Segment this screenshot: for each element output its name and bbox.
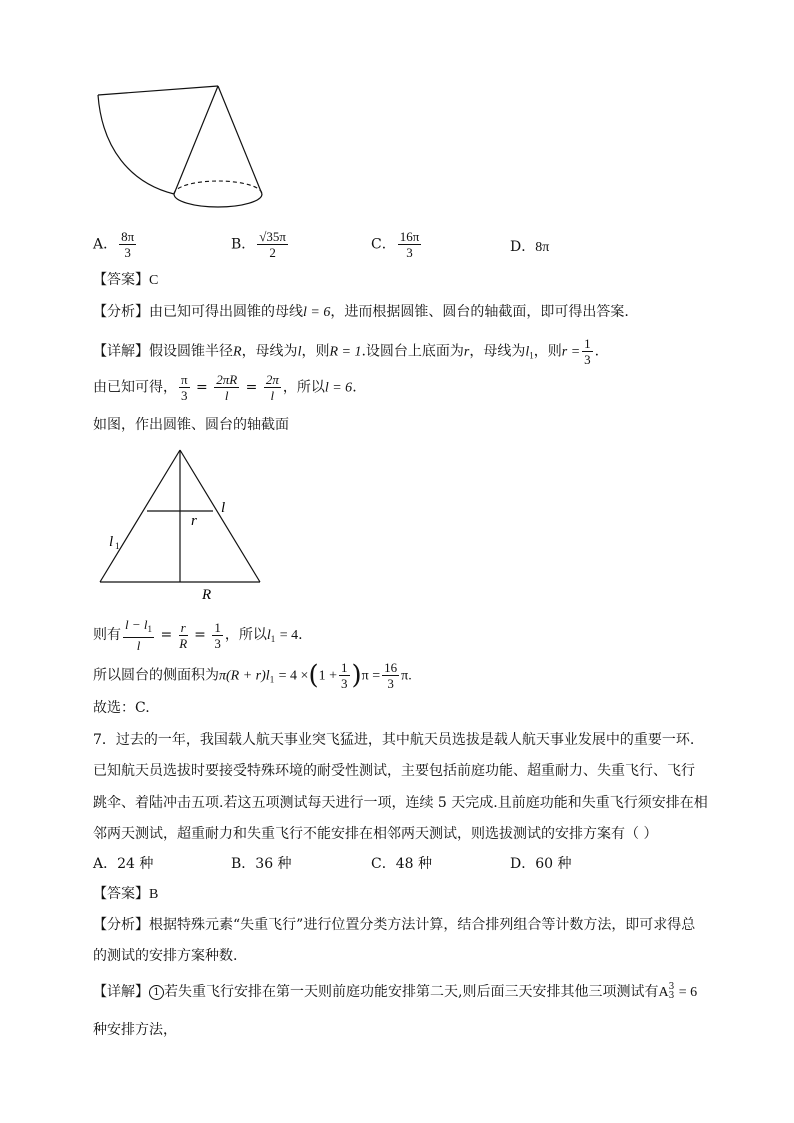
- q6-answer: 【答案】C: [93, 272, 159, 288]
- label-R: R: [202, 587, 212, 603]
- cone-right-edge: [218, 86, 262, 194]
- q7-stem-line3: 跳伞、着陆冲击五项.若这五项测试每天进行一项，连续 5 天完成.且前庭功能和失重飞行须安排在相: [93, 795, 708, 811]
- triangle-left-side: [100, 450, 180, 582]
- circled-number-1: 1: [149, 985, 164, 1000]
- label-l: l: [221, 500, 226, 516]
- q7-detail-line2: 种安排方法，: [93, 1022, 177, 1038]
- q7-option-d: D．60 种: [510, 856, 572, 872]
- sector-top-edge: [98, 86, 218, 95]
- axial-section-figure: [95, 446, 265, 604]
- sector-arc: [98, 95, 174, 194]
- q7-stem-line4: 邻两天测试，超重耐力和失重飞行不能安排在相邻两天测试，则选拔测试的安排方案有（ ）: [93, 826, 658, 842]
- q6-detail-line5: 所以圆台的侧面积为$\pi(R + r)l_1 = 4 \times(1$ + $\frac{1}{3}$ )π = $\frac{16}{3}$ π.: [93, 660, 412, 691]
- q6-option-b: B． $\frac{√35\pi}{2}$: [231, 229, 286, 260]
- cone-sector-figure: [90, 78, 280, 218]
- cone-left-edge: [174, 86, 218, 194]
- q6-detail-line3: 如图，作出圆锥、圆台的轴截面: [93, 417, 289, 433]
- q7-option-b: B．36 种: [231, 856, 292, 872]
- label-l1-sub: 1: [115, 541, 120, 551]
- q6-option-d: D．8π: [510, 239, 550, 255]
- q7-option-a: A．24 种: [93, 856, 154, 872]
- cone-base-back: [174, 181, 262, 194]
- q7-stem-line1: 7．过去的一年，我国载人航天事业突飞猛进，其中航天员选拔是载人航天事业发展中的重要一环.: [93, 732, 695, 748]
- cone-base-front: [174, 194, 262, 207]
- label-l1: l: [109, 534, 114, 550]
- q7-analysis-line1: 【分析】根据特殊元素“失重飞行”进行位置分类方法计算，结合排列组合等计数方法，即可求得总: [93, 917, 696, 933]
- q6-detail-line2: 由已知可得， $\frac{\pi}{3}$ = $\frac{2\pi R}{l}$ = $\frac{2\pi}{l}$ ，所以l = 6.: [93, 372, 357, 403]
- q7-analysis-line2: 的测试的安排方案种数.: [93, 948, 238, 964]
- q6-option-a: A． $\frac{8\pi}{3}$: [93, 229, 135, 260]
- q7-detail-line1: 【详解】 1 若失重飞行安排在第一天则前庭功能安排第二天,则后面三天安排其他三项测试有A 3 3 = 6: [93, 982, 698, 1001]
- q7-stem-line2: 已知航天员选拔时要接受特殊环境的耐受性测试，主要包括前庭功能、超重耐力、失重飞行、飞行: [93, 763, 695, 779]
- q6-choose: 故选：C.: [93, 700, 150, 716]
- q7-answer: 【答案】B: [93, 886, 159, 902]
- q6-option-c: C． $\frac{16\pi}{3}$: [371, 229, 420, 260]
- q6-detail-line1: 【详解】假设圆锥半径R，母线为l，则R = 1.设圆台上底面为r，母线为$l_1$，则r = $\frac{1}{3}$ .: [93, 336, 600, 367]
- q6-detail-line4: 则有 $\frac{l - l_1}{l}$ = $\frac{r}{R}$ = $\frac{1}{3}$ ，所以$l_1 = 4$.: [93, 617, 303, 653]
- q6-analysis: 【分析】由已知可得出圆锥的母线l = 6，进而根据圆锥、圆台的轴截面，即可得出答案.: [93, 304, 629, 320]
- q7-option-c: C．48 种: [371, 856, 432, 872]
- label-r: r: [191, 513, 197, 529]
